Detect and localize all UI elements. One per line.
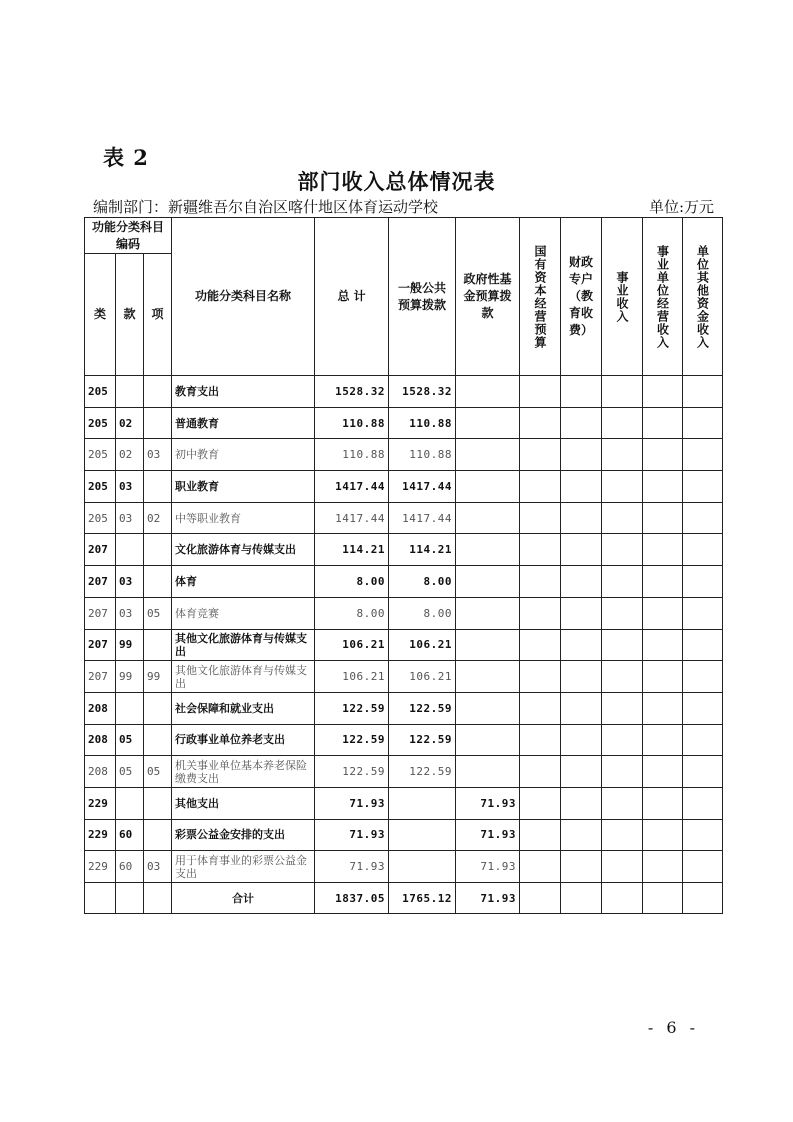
cell-state-capital	[520, 471, 561, 503]
cell-operating	[643, 597, 683, 629]
cell-total: 106.21	[315, 629, 389, 661]
cell-lei: 207	[85, 629, 116, 661]
cell-business	[602, 407, 643, 439]
cell-other	[683, 376, 723, 408]
cell-other	[683, 407, 723, 439]
cell-xiang	[144, 471, 172, 503]
cell-name: 用于体育事业的彩票公益金支出	[172, 851, 315, 883]
cell-name: 其他文化旅游体育与传媒支出	[172, 629, 315, 661]
cell-state-capital	[520, 502, 561, 534]
cell-kuan	[116, 376, 144, 408]
cell-fund: 71.93	[456, 851, 520, 883]
cell-fiscal-special	[561, 851, 602, 883]
cell-total: 1528.32	[315, 376, 389, 408]
cell-general: 114.21	[389, 534, 456, 566]
cell-lei: 208	[85, 724, 116, 756]
cell-fiscal-special	[561, 787, 602, 819]
cell-operating	[643, 502, 683, 534]
cell-total: 71.93	[315, 819, 389, 851]
cell-fiscal-special	[561, 376, 602, 408]
cell-kuan: 03	[116, 597, 144, 629]
cell-xiang: 05	[144, 756, 172, 788]
cell-name: 文化旅游体育与传媒支出	[172, 534, 315, 566]
cell-fiscal-special	[561, 471, 602, 503]
cell-operating	[643, 756, 683, 788]
table-row	[85, 566, 723, 598]
cell-business	[602, 851, 643, 883]
cell-fund: 71.93	[456, 819, 520, 851]
table-row	[85, 597, 723, 629]
cell-total: 106.21	[315, 661, 389, 693]
totals-operating	[643, 883, 683, 914]
table-row	[85, 629, 723, 661]
cell-fiscal-special	[561, 597, 602, 629]
cell-other	[683, 439, 723, 471]
table-row	[85, 376, 723, 408]
cell-fiscal-special	[561, 502, 602, 534]
cell-lei: 205	[85, 439, 116, 471]
cell-total: 8.00	[315, 597, 389, 629]
cell-state-capital	[520, 819, 561, 851]
cell-state-capital	[520, 724, 561, 756]
cell-total: 8.00	[315, 566, 389, 598]
cell-lei: 205	[85, 407, 116, 439]
cell-total: 71.93	[315, 851, 389, 883]
cell-operating	[643, 851, 683, 883]
totals-other	[683, 883, 723, 914]
cell-name: 普通教育	[172, 407, 315, 439]
cell-business	[602, 756, 643, 788]
table-row	[85, 407, 723, 439]
revenue-table	[84, 217, 723, 914]
cell-operating	[643, 629, 683, 661]
cell-name: 其他文化旅游体育与传媒支出	[172, 661, 315, 693]
cell-state-capital	[520, 566, 561, 598]
table-row	[85, 661, 723, 693]
table-row	[85, 692, 723, 724]
table-row	[85, 819, 723, 851]
cell-total: 110.88	[315, 407, 389, 439]
cell-xiang	[144, 819, 172, 851]
cell-fund	[456, 661, 520, 693]
cell-kuan: 99	[116, 661, 144, 693]
cell-xiang: 05	[144, 597, 172, 629]
totals-kuan	[116, 883, 144, 914]
cell-xiang: 02	[144, 502, 172, 534]
cell-state-capital	[520, 851, 561, 883]
cell-total: 110.88	[315, 439, 389, 471]
cell-kuan: 05	[116, 756, 144, 788]
cell-operating	[643, 407, 683, 439]
cell-general: 110.88	[389, 439, 456, 471]
table-row	[85, 502, 723, 534]
cell-fiscal-special	[561, 661, 602, 693]
cell-fiscal-special	[561, 439, 602, 471]
cell-other	[683, 502, 723, 534]
cell-state-capital	[520, 787, 561, 819]
cell-name: 社会保障和就业支出	[172, 692, 315, 724]
cell-kuan: 03	[116, 502, 144, 534]
cell-lei: 207	[85, 566, 116, 598]
cell-fiscal-special	[561, 756, 602, 788]
cell-name: 初中教育	[172, 439, 315, 471]
table-row	[85, 756, 723, 788]
header-lei: 类	[85, 254, 116, 376]
header-general: 一般公共预算拨款	[389, 218, 456, 376]
cell-general: 122.59	[389, 724, 456, 756]
header-kuan: 款	[116, 254, 144, 376]
cell-fund	[456, 534, 520, 566]
cell-other	[683, 787, 723, 819]
cell-state-capital	[520, 597, 561, 629]
cell-fund	[456, 407, 520, 439]
cell-total: 122.59	[315, 692, 389, 724]
cell-xiang	[144, 787, 172, 819]
totals-business	[602, 883, 643, 914]
cell-kuan	[116, 787, 144, 819]
cell-operating	[643, 819, 683, 851]
header-fund: 政府性基金预算拨款	[456, 218, 520, 376]
cell-fund	[456, 376, 520, 408]
cell-name: 彩票公益金安排的支出	[172, 819, 315, 851]
cell-fiscal-special	[561, 534, 602, 566]
cell-business	[602, 376, 643, 408]
cell-total: 122.59	[315, 724, 389, 756]
cell-fund	[456, 629, 520, 661]
cell-general: 122.59	[389, 756, 456, 788]
cell-fiscal-special	[561, 566, 602, 598]
cell-business	[602, 502, 643, 534]
cell-state-capital	[520, 376, 561, 408]
totals-row	[85, 883, 723, 914]
cell-total: 71.93	[315, 787, 389, 819]
cell-xiang	[144, 534, 172, 566]
cell-other	[683, 566, 723, 598]
cell-operating	[643, 787, 683, 819]
cell-total: 1417.44	[315, 502, 389, 534]
cell-general: 1417.44	[389, 471, 456, 503]
cell-lei: 205	[85, 502, 116, 534]
header-fiscal-special: 财政专户（教育收费）	[561, 218, 602, 376]
page-title: 部门收入总体情况表	[297, 169, 496, 194]
cell-operating	[643, 566, 683, 598]
table-row	[85, 787, 723, 819]
cell-state-capital	[520, 407, 561, 439]
cell-general: 122.59	[389, 692, 456, 724]
cell-total: 114.21	[315, 534, 389, 566]
cell-fiscal-special	[561, 629, 602, 661]
cell-fund: 71.93	[456, 787, 520, 819]
cell-general: 8.00	[389, 597, 456, 629]
cell-other	[683, 724, 723, 756]
header-code-group: 功能分类科目编码	[85, 218, 172, 254]
cell-general	[389, 787, 456, 819]
cell-xiang	[144, 566, 172, 598]
cell-lei: 205	[85, 376, 116, 408]
page-number: - 6 -	[647, 1018, 699, 1037]
cell-general: 110.88	[389, 407, 456, 439]
header-operating: 事业单位经营收入	[643, 218, 683, 376]
cell-other	[683, 629, 723, 661]
cell-kuan: 02	[116, 439, 144, 471]
table-row	[85, 439, 723, 471]
cell-xiang: 99	[144, 661, 172, 693]
cell-business	[602, 787, 643, 819]
cell-business	[602, 661, 643, 693]
cell-state-capital	[520, 661, 561, 693]
header-xiang: 项	[144, 254, 172, 376]
cell-kuan: 03	[116, 471, 144, 503]
cell-other	[683, 851, 723, 883]
cell-kuan: 02	[116, 407, 144, 439]
cell-fiscal-special	[561, 692, 602, 724]
cell-operating	[643, 724, 683, 756]
cell-other	[683, 819, 723, 851]
totals-fiscal-special	[561, 883, 602, 914]
totals-label: 合计	[172, 883, 315, 914]
cell-kuan: 05	[116, 724, 144, 756]
compiling-department: 编制部门：新疆维吾尔自治区喀什地区体育运动学校	[93, 198, 439, 216]
cell-fund	[456, 566, 520, 598]
unit-label: 单位:万元	[648, 198, 714, 216]
cell-general: 106.21	[389, 629, 456, 661]
cell-total: 1417.44	[315, 471, 389, 503]
cell-name: 体育竞赛	[172, 597, 315, 629]
cell-kuan	[116, 692, 144, 724]
cell-other	[683, 471, 723, 503]
cell-operating	[643, 376, 683, 408]
cell-total: 122.59	[315, 756, 389, 788]
cell-kuan	[116, 534, 144, 566]
cell-xiang	[144, 629, 172, 661]
cell-fiscal-special	[561, 819, 602, 851]
cell-state-capital	[520, 534, 561, 566]
cell-state-capital	[520, 756, 561, 788]
cell-xiang	[144, 692, 172, 724]
cell-name: 职业教育	[172, 471, 315, 503]
cell-kuan: 60	[116, 819, 144, 851]
cell-lei: 205	[85, 471, 116, 503]
cell-general: 1417.44	[389, 502, 456, 534]
cell-general: 106.21	[389, 661, 456, 693]
cell-operating	[643, 439, 683, 471]
cell-lei: 207	[85, 661, 116, 693]
cell-fund	[456, 471, 520, 503]
cell-operating	[643, 471, 683, 503]
cell-business	[602, 597, 643, 629]
header-business: 事业收入	[602, 218, 643, 376]
cell-name: 教育支出	[172, 376, 315, 408]
table-row	[85, 534, 723, 566]
cell-lei: 229	[85, 819, 116, 851]
cell-general	[389, 819, 456, 851]
header-name: 功能分类科目名称	[172, 218, 315, 376]
cell-xiang	[144, 724, 172, 756]
cell-fiscal-special	[561, 724, 602, 756]
cell-other	[683, 756, 723, 788]
cell-lei: 229	[85, 851, 116, 883]
cell-fund	[456, 597, 520, 629]
cell-state-capital	[520, 629, 561, 661]
cell-general: 8.00	[389, 566, 456, 598]
cell-lei: 208	[85, 692, 116, 724]
cell-lei: 208	[85, 756, 116, 788]
cell-name: 中等职业教育	[172, 502, 315, 534]
cell-business	[602, 439, 643, 471]
cell-fund	[456, 439, 520, 471]
cell-fund	[456, 502, 520, 534]
cell-general	[389, 851, 456, 883]
cell-other	[683, 534, 723, 566]
totals-state-capital	[520, 883, 561, 914]
cell-business	[602, 629, 643, 661]
totals-general: 1765.12	[389, 883, 456, 914]
cell-other	[683, 661, 723, 693]
cell-name: 机关事业单位基本养老保险缴费支出	[172, 756, 315, 788]
cell-business	[602, 819, 643, 851]
header-state-capital: 国有资本经营预算	[520, 218, 561, 376]
totals-xiang	[144, 883, 172, 914]
cell-other	[683, 692, 723, 724]
cell-general: 1528.32	[389, 376, 456, 408]
table-row	[85, 851, 723, 883]
cell-fund	[456, 692, 520, 724]
cell-fund	[456, 724, 520, 756]
cell-fiscal-special	[561, 407, 602, 439]
cell-kuan: 03	[116, 566, 144, 598]
cell-state-capital	[520, 692, 561, 724]
cell-xiang: 03	[144, 851, 172, 883]
totals-fund: 71.93	[456, 883, 520, 914]
totals-lei	[85, 883, 116, 914]
cell-operating	[643, 661, 683, 693]
cell-business	[602, 692, 643, 724]
cell-state-capital	[520, 439, 561, 471]
cell-name: 其他支出	[172, 787, 315, 819]
header-total: 总 计	[315, 218, 389, 376]
cell-xiang	[144, 376, 172, 408]
cell-xiang	[144, 407, 172, 439]
cell-business	[602, 534, 643, 566]
table-label: 表 2	[103, 145, 149, 170]
cell-kuan: 60	[116, 851, 144, 883]
cell-other	[683, 597, 723, 629]
cell-lei: 229	[85, 787, 116, 819]
table-row	[85, 471, 723, 503]
cell-name: 体育	[172, 566, 315, 598]
cell-operating	[643, 534, 683, 566]
totals-total: 1837.05	[315, 883, 389, 914]
cell-operating	[643, 692, 683, 724]
cell-kuan: 99	[116, 629, 144, 661]
cell-xiang: 03	[144, 439, 172, 471]
cell-fund	[456, 756, 520, 788]
cell-lei: 207	[85, 534, 116, 566]
cell-lei: 207	[85, 597, 116, 629]
header-other: 单位其他资金收入	[683, 218, 723, 376]
cell-business	[602, 471, 643, 503]
table-row	[85, 724, 723, 756]
cell-name: 行政事业单位养老支出	[172, 724, 315, 756]
cell-business	[602, 566, 643, 598]
cell-business	[602, 724, 643, 756]
